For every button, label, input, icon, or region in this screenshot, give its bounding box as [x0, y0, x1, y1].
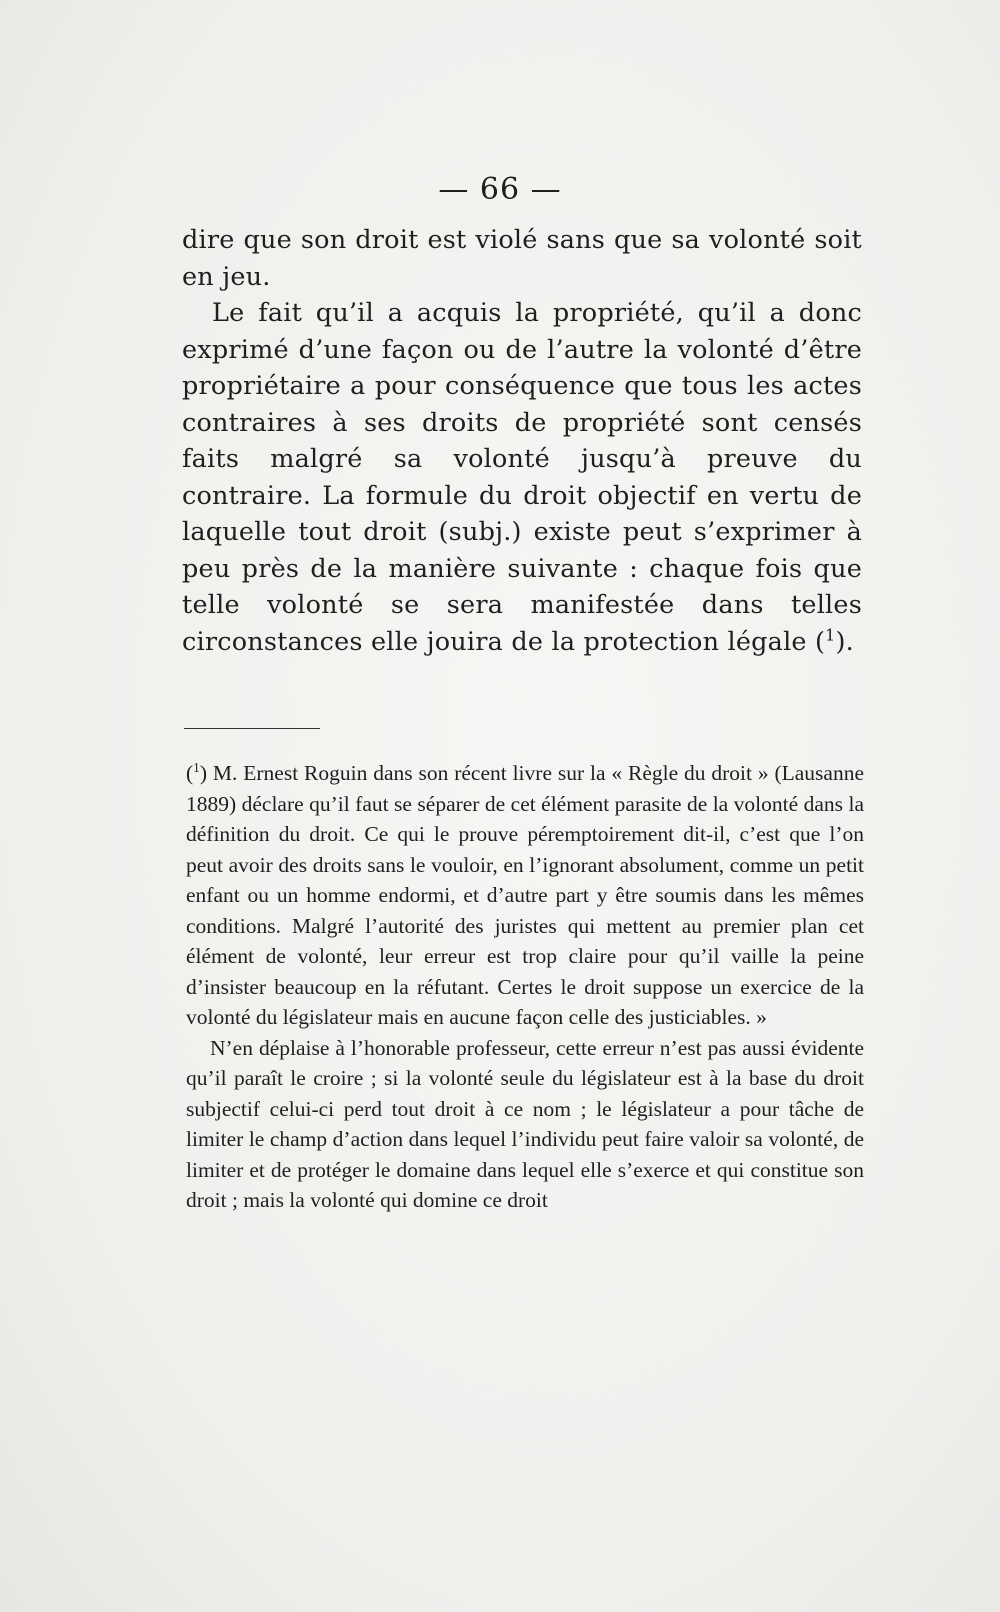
footnote-paragraph-1-text: M. Ernest Roguin dans son récent livre sur la « Règle du droit » (Lausanne 1889) déclare qu’il faut se séparer de cet élément parasite de la volonté dans la définition du droit. Ce qui le prouve péremptoirement dit-il, c’est que l’on peut avoir des droits sans le vouloir, en l’ignorant absolument, comme un petit enfant ou un homme endormi, et d’autre part y être soumis dans les mêmes conditions. Malgré l’autorité des juristes qui mettent au premier plan cet élément de volonté, leur erreur est trop claire pour qu’il vaille la peine d’insister beaucoup en la réfutant. Certes le droit suppose un exercice de la volonté du législateur mais en aucune façon celle des justiciables. »	[186, 761, 864, 1029]
footnote-marker: 1	[193, 759, 200, 775]
footnote-marker-close: )	[199, 761, 208, 785]
page-number: — 66 —	[438, 172, 562, 207]
footnote-marker-open: (	[186, 761, 194, 785]
footnote-paragraph-2: N’en déplaise à l’honorable professeur, cette erreur n’est pas aussi évidente qu’il paraît le croire ; si la volonté seule du législateur est à la base du droit subjectif celui-ci perd tout droit à ce nom ; le législateur a pour tâche de limiter le champ d’action dans lequel l’individu peut faire valoir sa volonté, de limiter et de protéger le domaine dans lequel elle s’exerce et qui constitue son droit ; mais la volonté qui domine ce droit	[186, 1035, 864, 1212]
paragraph-1: dire que son droit est violé sans que sa volonté soit en jeu.	[182, 225, 862, 292]
footnote-reference: 1	[825, 625, 836, 644]
footnote-paragraph-1	[186, 758, 864, 1033]
paragraph-2	[182, 295, 862, 660]
paragraph-2-end: ).	[835, 626, 854, 657]
main-text	[182, 222, 862, 660]
footnote-divider	[184, 728, 320, 729]
paragraph-2-text: Le fait qu’il a acquis la propriété, qu’il a donc exprimé d’une façon ou de l’autre la volonté d’être propriétaire a pour conséquence que tous les actes contraires à ses droits de propriété sont censés faits malgré sa volonté jusqu’à preuve du contraire. La formule du droit objectif en vertu de laquelle tout droit (subj.) existe peut s’exprimer à peu près de la manière suivante : chaque fois que telle volonté se sera manifestée dans telles circonstances elle jouira de la protection légale (	[182, 298, 862, 657]
footnote	[186, 758, 864, 1216]
